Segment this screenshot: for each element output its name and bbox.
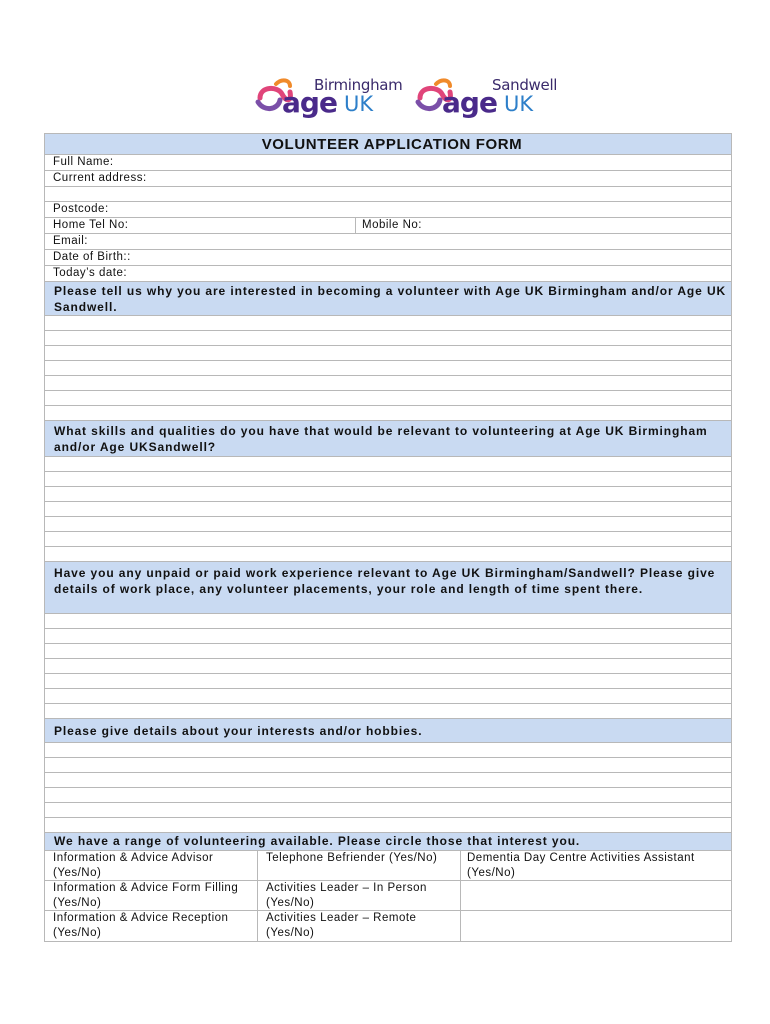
roles-column-2 bbox=[258, 851, 461, 941]
logo-place-name: Sandwell bbox=[492, 76, 558, 94]
address-line[interactable] bbox=[45, 187, 731, 202]
age-uk-birmingham-logo bbox=[254, 70, 404, 124]
logo-age-text: age bbox=[442, 86, 497, 119]
answer-line[interactable] bbox=[45, 629, 731, 644]
answer-line[interactable] bbox=[45, 457, 731, 472]
logo-place-name: Birmingham bbox=[314, 76, 403, 94]
question-interests: Please give details about your interests and/or hobbies. bbox=[45, 719, 731, 743]
answer-line[interactable] bbox=[45, 743, 731, 758]
answer-line[interactable] bbox=[45, 704, 731, 719]
role-empty-cell bbox=[461, 911, 731, 941]
roles-grid bbox=[45, 851, 731, 942]
answer-line[interactable] bbox=[45, 614, 731, 629]
question-skills: What skills and qualities do you have that would be relevant to volunteering at Age UK Birmingham and/or Age UKSandwell? bbox=[45, 421, 731, 457]
role-option[interactable]: Activities Leader – In Person (Yes/No) bbox=[258, 881, 460, 911]
age-uk-sandwell-logo bbox=[414, 70, 564, 124]
answer-line[interactable] bbox=[45, 818, 731, 833]
dob-field[interactable]: Date of Birth:: bbox=[45, 250, 731, 266]
answer-line[interactable] bbox=[45, 361, 731, 376]
question-why-volunteer: Please tell us why you are interested in becoming a volunteer with Age UK Birmingham and/or Age UK Sandwell. bbox=[45, 282, 731, 316]
answer-line[interactable] bbox=[45, 659, 731, 674]
answer-line[interactable] bbox=[45, 674, 731, 689]
role-option[interactable]: Information & Advice Form Filling (Yes/No) bbox=[45, 881, 257, 911]
role-option[interactable]: Telephone Befriender (Yes/No) bbox=[258, 851, 460, 881]
form-title: VOLUNTEER APPLICATION FORM bbox=[45, 133, 731, 155]
answer-line[interactable] bbox=[45, 502, 731, 517]
role-option[interactable]: Activities Leader – Remote (Yes/No) bbox=[266, 912, 417, 939]
answer-line[interactable] bbox=[45, 346, 731, 361]
answer-line[interactable] bbox=[45, 406, 731, 421]
answer-line[interactable] bbox=[45, 487, 731, 502]
answer-line[interactable] bbox=[45, 331, 731, 346]
home-tel-field[interactable]: Home Tel No: bbox=[45, 218, 356, 233]
todays-date-field[interactable]: Today’s date: bbox=[45, 266, 731, 282]
logo-age-text: age bbox=[282, 86, 337, 119]
logo-uk-text: UK bbox=[344, 92, 374, 116]
logo-uk-text: UK bbox=[504, 92, 534, 116]
answer-line[interactable] bbox=[45, 316, 731, 331]
postcode-field[interactable]: Postcode: bbox=[45, 202, 731, 218]
email-field[interactable]: Email: bbox=[45, 234, 731, 250]
roles-column-3 bbox=[461, 851, 731, 941]
question-volunteering-roles: We have a range of volunteering available. Please circle those that interest you. bbox=[45, 833, 731, 851]
volunteer-application-form bbox=[44, 133, 732, 942]
answer-line[interactable] bbox=[45, 376, 731, 391]
answer-line[interactable] bbox=[45, 517, 731, 532]
role-option[interactable]: Dementia Day Centre Activities Assistant (Yes/No) bbox=[461, 851, 731, 881]
role-option[interactable]: Information & Advice Advisor (Yes/No) bbox=[45, 851, 257, 881]
question-experience: Have you any unpaid or paid work experience relevant to Age UK Birmingham/Sandwell? Please give details of work place, any volunteer placements, your role and length of time spent there. bbox=[45, 562, 731, 614]
answer-line[interactable] bbox=[45, 644, 731, 659]
answer-line[interactable] bbox=[45, 758, 731, 773]
role-empty-cell bbox=[461, 881, 731, 911]
answer-line[interactable] bbox=[45, 773, 731, 788]
answer-line[interactable] bbox=[45, 472, 731, 487]
answer-line[interactable] bbox=[45, 803, 731, 818]
role-option[interactable]: Information & Advice Reception (Yes/No) bbox=[53, 912, 229, 939]
answer-line[interactable] bbox=[45, 532, 731, 547]
logos bbox=[254, 70, 558, 124]
answer-line[interactable] bbox=[45, 689, 731, 704]
answer-line[interactable] bbox=[45, 788, 731, 803]
current-address-field[interactable]: Current address: bbox=[45, 171, 731, 187]
answer-line[interactable] bbox=[45, 391, 731, 406]
roles-column-1 bbox=[45, 851, 258, 941]
mobile-field[interactable]: Mobile No: bbox=[362, 219, 422, 231]
phone-row bbox=[45, 218, 731, 234]
answer-line[interactable] bbox=[45, 547, 731, 562]
full-name-field[interactable]: Full Name: bbox=[45, 155, 731, 171]
